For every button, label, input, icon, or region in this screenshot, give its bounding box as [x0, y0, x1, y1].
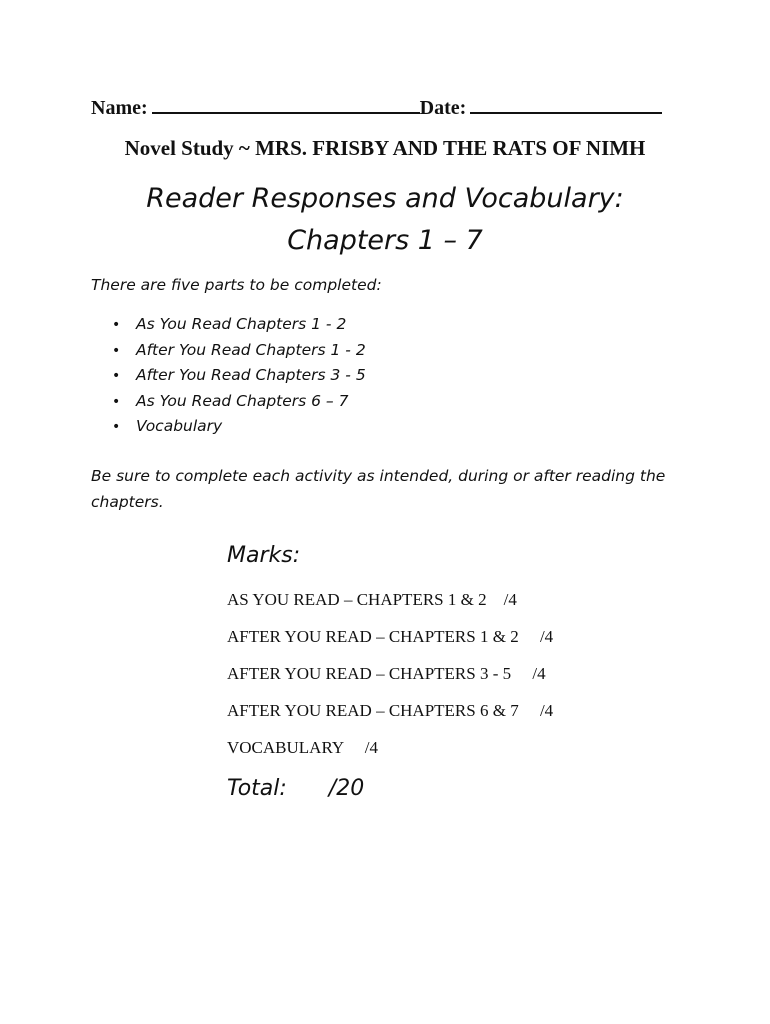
bullet-icon: •	[112, 419, 121, 435]
marks-list	[227, 589, 553, 774]
list-item	[112, 313, 366, 339]
total-line	[227, 776, 364, 801]
page-title	[0, 178, 770, 262]
page-title-line-2: Chapters 1 – 7	[287, 225, 483, 256]
page-title-line-1: Reader Responses and Vocabulary:	[146, 183, 624, 214]
part-label: After You Read Chapters 1 - 2	[136, 340, 366, 359]
list-item	[112, 390, 366, 416]
list-item	[112, 339, 366, 365]
marks-item: AFTER YOU READ – CHAPTERS 3 - 5 /4	[227, 664, 546, 683]
list-item	[112, 415, 366, 441]
marks-item: AFTER YOU READ – CHAPTERS 6 & 7 /4	[227, 701, 554, 720]
part-label: After You Read Chapters 3 - 5	[136, 366, 366, 384]
bullet-icon: •	[112, 317, 121, 333]
intro-text: There are five parts to be completed:	[91, 276, 382, 294]
instructions-text: Be sure to complete each activity as intended, during or after reading the chapters.	[91, 467, 666, 511]
marks-heading: Marks:	[227, 543, 301, 568]
name-label: Name:	[91, 97, 148, 119]
marks-item: VOCABULARY /4	[227, 738, 378, 757]
list-item	[112, 364, 366, 390]
date-blank	[470, 94, 662, 114]
parts-list	[112, 313, 366, 441]
part-label: As You Read Chapters 6 – 7	[136, 391, 349, 410]
part-label: Vocabulary	[136, 417, 223, 435]
name-date-line	[91, 94, 662, 120]
date-label: Date:	[419, 97, 467, 119]
bullet-icon: •	[112, 368, 121, 384]
marks-item: AS YOU READ – CHAPTERS 1 & 2 /4	[227, 590, 517, 609]
bullet-icon: •	[112, 393, 121, 410]
novel-title: Novel Study ~ MRS. FRISBY AND THE RATS OF NIMH	[124, 136, 646, 160]
name-blank	[152, 94, 420, 114]
bullet-icon: •	[112, 342, 121, 359]
part-label: As You Read Chapters 1 - 2	[136, 315, 347, 333]
marks-item: AFTER YOU READ – CHAPTERS 1 & 2 /4	[227, 627, 554, 646]
total-value: /20	[328, 776, 365, 801]
total-label: Total:	[227, 776, 287, 801]
